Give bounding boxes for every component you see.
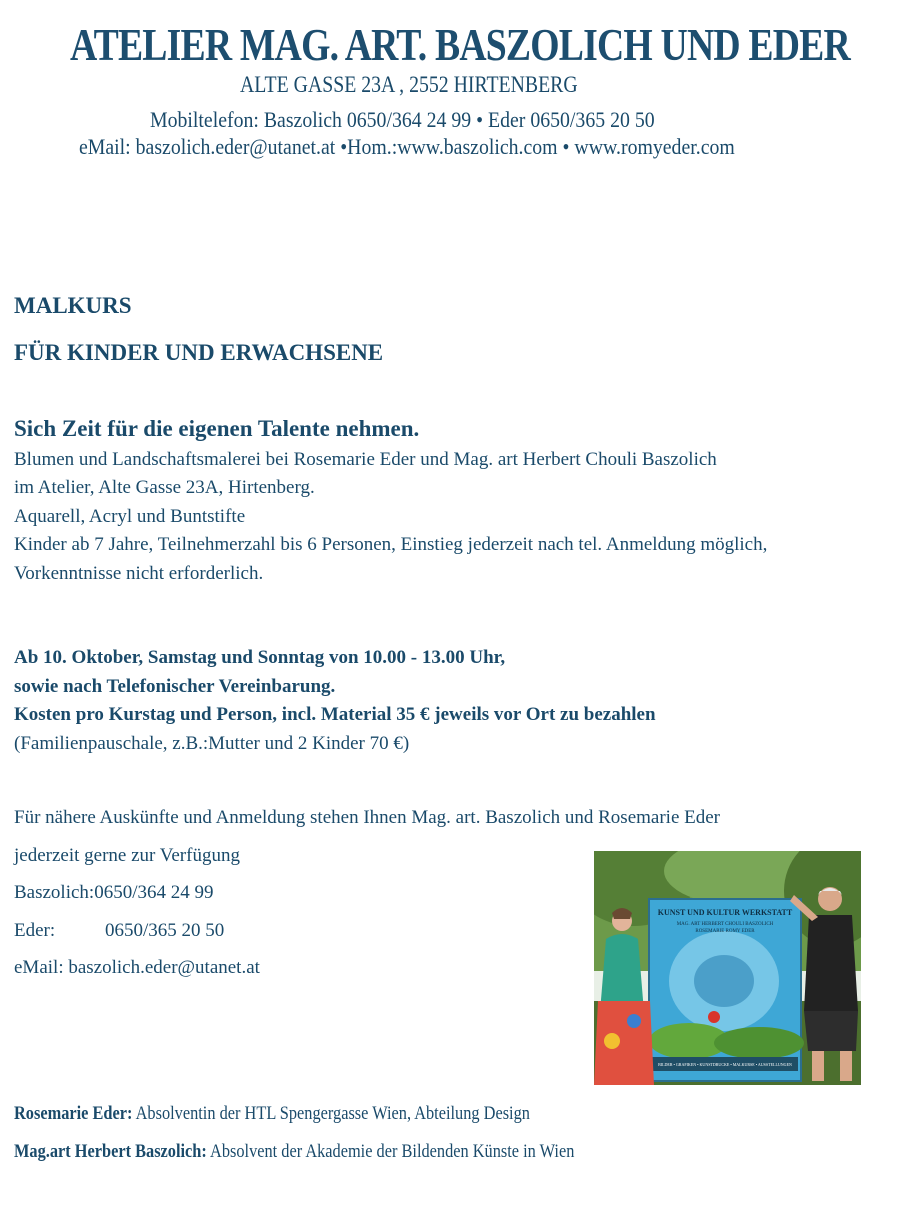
atelier-photo bbox=[594, 851, 861, 1085]
bio-eder-text: Absolventin der HTL Spengergasse Wien, Abteilung Design bbox=[132, 1103, 530, 1124]
sign-line2: ROSEMARIE ROMY EDER bbox=[695, 929, 755, 934]
schedule-line: Ab 10. Oktober, Samstag und Sonntag von 10.00 - 13.00 Uhr, bbox=[14, 647, 506, 668]
heading-audience: FÜR KINDER UND ERWACHSENE bbox=[14, 340, 384, 365]
sign-footer: BILDER • GRAFIKEN • KUNSTDRUCKE • MALKURSE • AUSSTELLUNGEN bbox=[658, 1062, 792, 1067]
atelier-title: ATELIER MAG. ART. BASZOLICH UND EDER bbox=[70, 19, 850, 70]
family-price: (Familienpauschale, z.B.:Mutter und 2 Kinder 70 €) bbox=[14, 733, 410, 754]
intro-line: Aquarell, Acryl und Buntstifte bbox=[14, 506, 246, 527]
intro-line: Vorkenntnisse nicht erforderlich. bbox=[14, 563, 264, 584]
bio-baszolich-name: Mag.art Herbert Baszolich: bbox=[14, 1141, 207, 1162]
bio-eder-name: Rosemarie Eder: bbox=[14, 1103, 133, 1124]
intro-line: Kinder ab 7 Jahre, Teilnehmerzahl bis 6 Personen, Einstieg jederzeit nach tel. Anmeldung möglich, bbox=[14, 534, 768, 555]
bio-baszolich bbox=[14, 1141, 574, 1163]
bio-baszolich-text: Absolvent der Akademie der Bildenden Künste in Wien bbox=[206, 1141, 575, 1162]
atelier-address: ALTE GASSE 23A , 2552 HIRTENBERG bbox=[240, 72, 578, 97]
sign-line1: MAG. ART HERBERT CHOULI BASZOLICH bbox=[676, 922, 774, 927]
contact-email: eMail: baszolich.eder@utanet.at bbox=[14, 957, 260, 978]
info-line: jederzeit gerne zur Verfügung bbox=[14, 845, 240, 866]
sign-title: KUNST UND KULTUR WERKSTATT bbox=[657, 908, 793, 917]
intro-line: im Atelier, Alte Gasse 23A, Hirtenberg. bbox=[14, 477, 315, 498]
price-line: Kosten pro Kurstag und Person, incl. Material 35 € jeweils vor Ort zu bezahlen bbox=[14, 704, 656, 725]
heading-malkurs: MALKURS bbox=[14, 293, 132, 318]
schedule-line: sowie nach Telefonischer Vereinbarung. bbox=[14, 676, 336, 697]
contact-eder-phone: 0650/365 20 50 bbox=[105, 920, 225, 941]
header-phones: Mobiltelefon: Baszolich 0650/364 24 99 • Eder 0650/365 20 50 bbox=[150, 107, 655, 132]
header-contact: eMail: baszolich.eder@utanet.at •Hom.:www.baszolich.com • www.romyeder.com bbox=[79, 134, 735, 159]
intro-line: Blumen und Landschaftsmalerei bei Rosemarie Eder und Mag. art Herbert Chouli Baszolich bbox=[14, 449, 717, 470]
bio-eder bbox=[14, 1103, 530, 1125]
heading-talents: Sich Zeit für die eigenen Talente nehmen. bbox=[14, 416, 420, 441]
info-line: Für nähere Auskünfte und Anmeldung stehen Ihnen Mag. art. Baszolich und Rosemarie Eder bbox=[14, 807, 720, 828]
sign-board bbox=[649, 899, 804, 1081]
contact-baszolich: Baszolich:0650/364 24 99 bbox=[14, 882, 214, 903]
contact-eder-label: Eder: bbox=[14, 920, 56, 941]
